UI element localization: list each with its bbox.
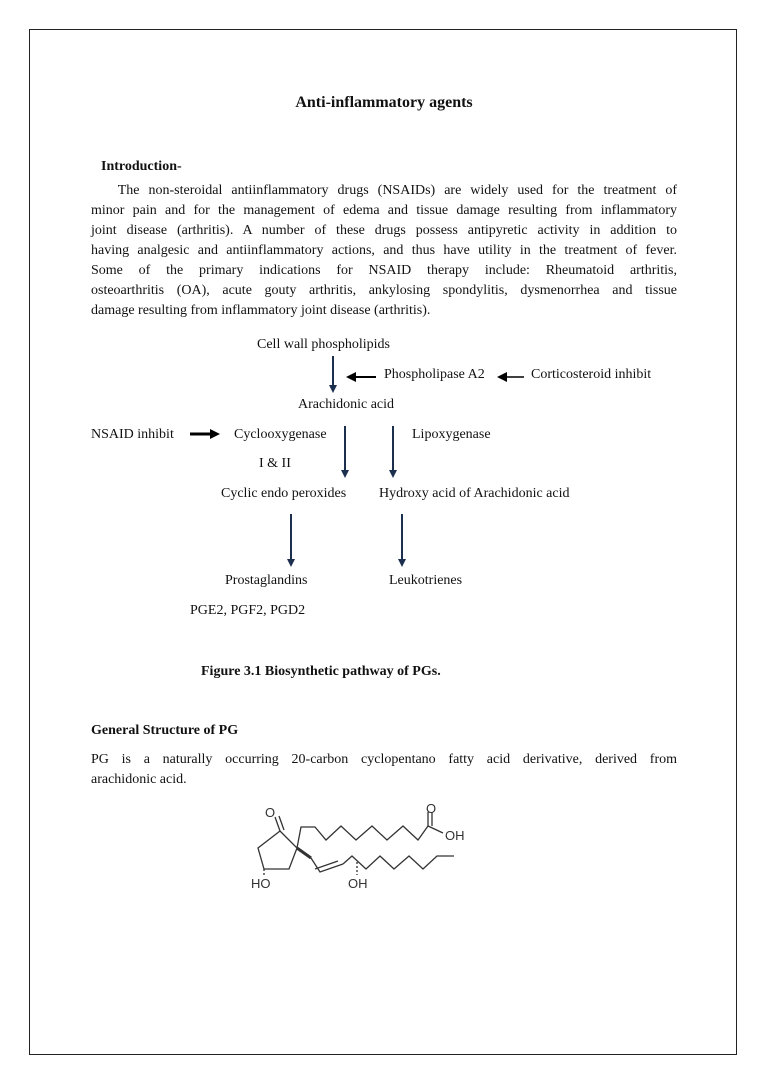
- general-line: arachidonic acid.: [91, 772, 187, 787]
- node-corticosteroid: Corticosteroid inhibit: [531, 367, 652, 382]
- intro-line: having analgesic and antiinflammatory actions, and thus have utility in the treatment of fever.: [91, 243, 677, 258]
- node-cyclooxygenase: Cyclooxygenase: [234, 427, 327, 442]
- node-prostaglandins: Prostaglandins: [225, 573, 308, 588]
- figure-caption: Figure 3.1 Biosynthetic pathway of PGs.: [201, 664, 441, 679]
- node-leukotrienes: Leukotrienes: [389, 573, 463, 588]
- node-nsaid: NSAID inhibit: [91, 427, 174, 442]
- label-chain-oh: OH: [348, 876, 368, 891]
- intro-line: joint disease (arthritis). A number of these drugs possess antipyretic activity in addition to: [91, 223, 677, 238]
- intro-line: osteoarthritis (OA), acute gouty arthritis, ankylosing spondylitis, dysmenorrhea and tissue: [91, 283, 677, 298]
- intro-line: The non-steroidal antiinflammatory drugs (NSAIDs) are widely used for the treatment of: [91, 183, 677, 198]
- node-pg-types: PGE2, PGF2, PGD2: [190, 603, 306, 618]
- node-cox-types: I & II: [259, 456, 291, 471]
- page-title: Anti-inflammatory agents: [295, 94, 473, 111]
- general-line: PG is a naturally occurring 20-carbon cyclopentano fatty acid derivative, derived from: [91, 752, 677, 767]
- node-endoperoxides: Cyclic endo peroxides: [221, 486, 347, 501]
- label-acid-o: O: [426, 801, 437, 816]
- node-arachidonic: Arachidonic acid: [298, 397, 395, 412]
- node-lipoxygenase: Lipoxygenase: [412, 427, 491, 442]
- intro-heading: Introduction-: [101, 159, 182, 174]
- intro-line: damage resulting from inflammatory joint disease (arthritis).: [91, 303, 431, 318]
- label-ketone-o: O: [265, 805, 276, 820]
- node-cell-wall: Cell wall phospholipids: [257, 337, 390, 352]
- label-ring-ho: HO: [251, 876, 271, 891]
- node-phospholipase: Phospholipase A2: [384, 367, 485, 382]
- intro-line: minor pain and for the management of edema and tissue damage resulting from inflammatory: [91, 203, 677, 218]
- node-hydroxy-acid: Hydroxy acid of Arachidonic acid: [379, 486, 570, 501]
- general-heading: General Structure of PG: [91, 723, 239, 738]
- intro-line: Some of the primary indications for NSAID therapy include: Rheumatoid arthritis,: [91, 263, 677, 278]
- label-acid-oh: OH: [445, 828, 465, 843]
